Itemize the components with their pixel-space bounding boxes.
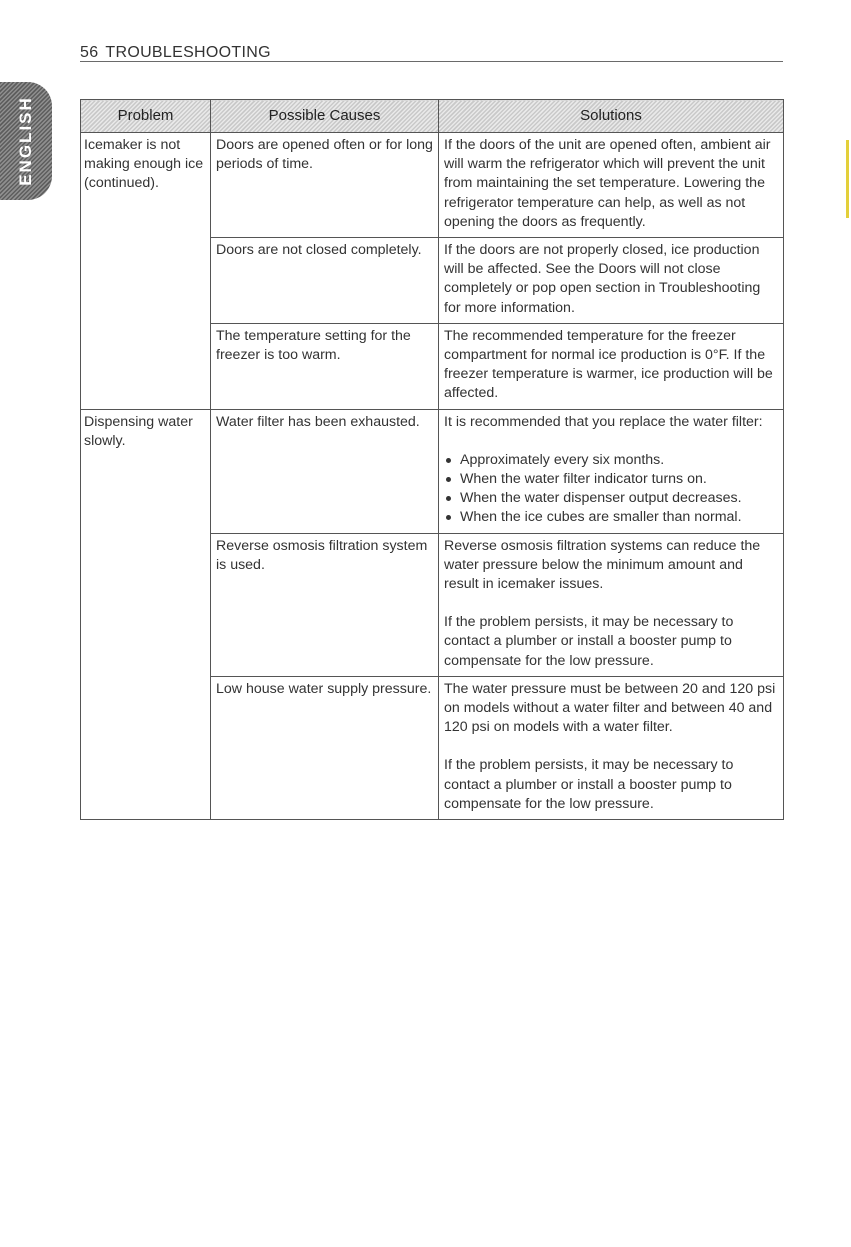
- solution-text: Reverse osmosis filtration systems can reduce the water pressure below the minimum amount and result in icemaker issues.: [444, 537, 761, 593]
- solution-cell: [439, 133, 784, 238]
- list-item: When the ice cubes are smaller than normal.: [444, 508, 778, 527]
- language-side-tab: [0, 82, 52, 200]
- list-item: When the water dispenser output decreases.: [444, 489, 778, 508]
- troubleshooting-table: [80, 99, 784, 820]
- list-item: When the water filter indicator turns on.: [444, 470, 778, 489]
- cause-cell: Reverse osmosis filtration system is used.: [211, 533, 439, 676]
- solution-cell: [439, 409, 784, 533]
- cause-cell: Doors are opened often or for long periods of time.: [211, 133, 439, 238]
- table-header-row: [81, 100, 784, 133]
- problem-cell: Icemaker is not making enough ice (continued).: [81, 133, 211, 410]
- solution-text: The water pressure must be between 20 and 120 psi on models without a water filter and between 40 and 120 psi on models with a water filter.: [444, 680, 776, 736]
- list-item: Approximately every six months.: [444, 451, 778, 470]
- solution-text: If the problem persists, it may be necessary to contact a plumber or install a booster pump to compensate for the low pressure.: [444, 757, 734, 812]
- problem-cell: Dispensing water slowly.: [81, 409, 211, 819]
- page-number: 56: [80, 44, 99, 61]
- solution-text: It is recommended that you replace the water filter:: [444, 413, 763, 430]
- solution-bullet-list: [444, 451, 778, 528]
- page-header: [80, 44, 783, 62]
- cause-cell: The temperature setting for the freezer is too warm.: [211, 323, 439, 409]
- cause-cell: Water filter has been exhausted.: [211, 409, 439, 533]
- header-problem: Problem: [81, 100, 211, 133]
- solution-cell: [439, 676, 784, 819]
- table-row: [81, 133, 784, 238]
- cause-cell: Low house water supply pressure.: [211, 676, 439, 819]
- solution-text: If the doors of the unit are opened often, ambient air will warm the refrigerator which will prevent the unit from maintaining the set temperature. Lowering the refrigerator temperature can help, as well as not opening the doors as frequently.: [444, 137, 771, 230]
- page-edge-mark: [846, 140, 849, 218]
- solution-cell: [439, 323, 784, 409]
- cause-cell: Doors are not closed completely.: [211, 238, 439, 324]
- solution-text: If the problem persists, it may be necessary to contact a plumber or install a booster pump to compensate for the low pressure.: [444, 614, 734, 669]
- solution-text: If the doors are not properly closed, ice production will be affected. See the Doors will not close completely or pop open section in Troubleshooting for more information.: [444, 242, 761, 316]
- section-title: TROUBLESHOOTING: [105, 44, 271, 61]
- header-possible-causes: Possible Causes: [211, 100, 439, 133]
- table-row: [81, 409, 784, 533]
- solution-cell: [439, 533, 784, 676]
- solution-text: The recommended temperature for the freezer compartment for normal ice production is 0°F. If the freezer temperature is warmer, ice production will be affected.: [444, 327, 773, 402]
- solution-cell: [439, 238, 784, 324]
- header-solutions: Solutions: [439, 100, 784, 133]
- side-tab-label: ENGLISH: [16, 96, 35, 186]
